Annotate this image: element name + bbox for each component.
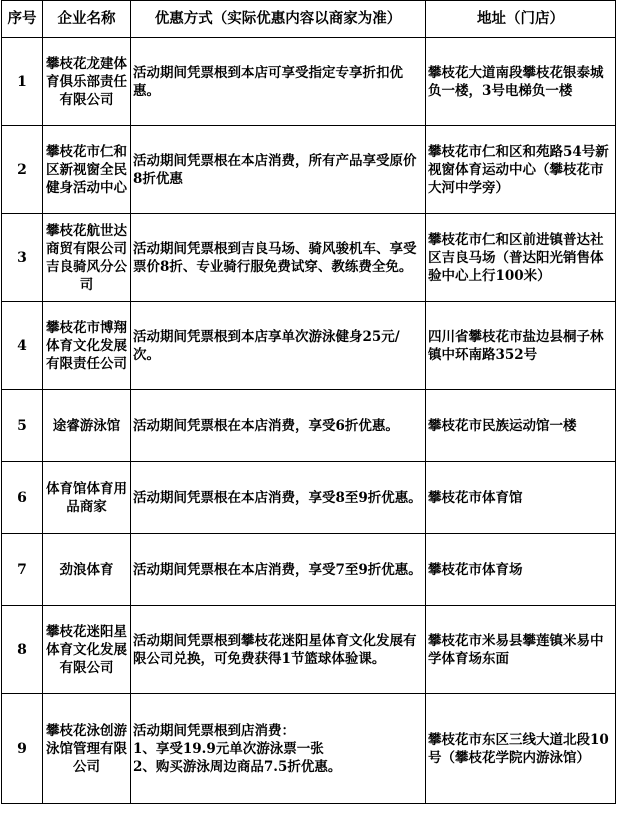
row-address: 攀枝花大道南段攀枝花银泰城负一楼，3号电梯负一楼 <box>426 38 616 126</box>
row-offer-text: 活动期间凭票根在本店消费，享受6折优惠。 <box>133 417 399 434</box>
row-offer <box>131 126 426 214</box>
row-company: 攀枝花市博翔体育文化发展有限责任公司 <box>43 302 131 390</box>
table-row <box>2 302 616 390</box>
row-address: 攀枝花市仁和区前进镇普达社区吉良马场（普达阳光销售体验中心上行100米） <box>426 214 616 302</box>
table-row <box>2 534 616 606</box>
row-no: 8 <box>2 606 43 694</box>
table-row <box>2 694 616 804</box>
row-address: 攀枝花市米易县攀莲镇米易中学体育场东面 <box>426 606 616 694</box>
row-company: 攀枝花市仁和区新视窗全民健身活动中心 <box>43 126 131 214</box>
header-address: 地址（门店） <box>426 1 616 38</box>
table-row <box>2 214 616 302</box>
row-offer <box>131 694 426 804</box>
table-row <box>2 126 616 214</box>
row-company: 劲浪体育 <box>43 534 131 606</box>
row-offer-text: 活动期间凭票根到本店可享受指定专享折扣优惠。 <box>133 64 403 99</box>
row-offer <box>131 462 426 534</box>
row-no: 1 <box>2 38 43 126</box>
table-row <box>2 462 616 534</box>
row-no: 6 <box>2 462 43 534</box>
header-no: 序号 <box>2 1 43 38</box>
row-offer <box>131 38 426 126</box>
table-row <box>2 606 616 694</box>
row-address: 攀枝花市体育馆 <box>426 462 616 534</box>
row-offer <box>131 214 426 302</box>
table-row <box>2 38 616 126</box>
row-offer <box>131 302 426 390</box>
row-no: 4 <box>2 302 43 390</box>
row-offer-text: 活动期间凭票根到攀枝花迷阳星体育文化发展有限公司兑换，可免费获得1节篮球体验课。 <box>133 632 417 667</box>
header-company: 企业名称 <box>43 1 131 38</box>
row-company: 途睿游泳馆 <box>43 390 131 462</box>
row-no: 7 <box>2 534 43 606</box>
row-company: 攀枝花航世达商贸有限公司吉良骑风分公司 <box>43 214 131 302</box>
header-row <box>2 1 616 38</box>
row-no: 2 <box>2 126 43 214</box>
row-no: 3 <box>2 214 43 302</box>
row-address: 攀枝花市仁和区和苑路54号新视窗体育运动中心（攀枝花市大河中学旁） <box>426 126 616 214</box>
row-no: 5 <box>2 390 43 462</box>
row-no: 9 <box>2 694 43 804</box>
row-address: 攀枝花市民族运动馆一楼 <box>426 390 616 462</box>
row-address: 攀枝花市东区三线大道北段10号（攀枝花学院内游泳馆） <box>426 694 616 804</box>
table-row <box>2 390 616 462</box>
row-offer-text: 活动期间凭票根在本店消费，享受8至9折优惠。 <box>133 489 422 506</box>
row-offer-text: 活动期间凭票根在本店消费，享受7至9折优惠。 <box>133 561 422 578</box>
row-address: 攀枝花市体育场 <box>426 534 616 606</box>
row-offer-text: 活动期间凭票根到本店享单次游泳健身25元/次。 <box>133 328 400 363</box>
header-offer: 优惠方式（实际优惠内容以商家为准） <box>131 1 426 38</box>
row-offer-text: 活动期间凭票根在本店消费，所有产品享受原价8折优惠 <box>133 152 417 187</box>
row-offer <box>131 390 426 462</box>
row-company: 攀枝花龙建体育俱乐部责任有限公司 <box>43 38 131 126</box>
row-offer <box>131 534 426 606</box>
row-offer-text: 活动期间凭票根到吉良马场、骑风骏机车、享受票价8折、专业骑行服免费试穿、教练费全免。 <box>133 240 417 275</box>
row-company: 攀枝花迷阳星体育文化发展有限公司 <box>43 606 131 694</box>
row-company: 攀枝花泳创游泳馆管理有限公司 <box>43 694 131 804</box>
row-offer <box>131 606 426 694</box>
row-address: 四川省攀枝花市盐边县桐子林镇中环南路352号 <box>426 302 616 390</box>
row-company: 体育馆体育用品商家 <box>43 462 131 534</box>
offers-table <box>1 0 616 804</box>
row-offer-text: 活动期间凭票根到店消费： 1、享受19.9元单次游泳票一张 2、购买游泳周边商品7.5折优惠。 <box>133 722 342 775</box>
